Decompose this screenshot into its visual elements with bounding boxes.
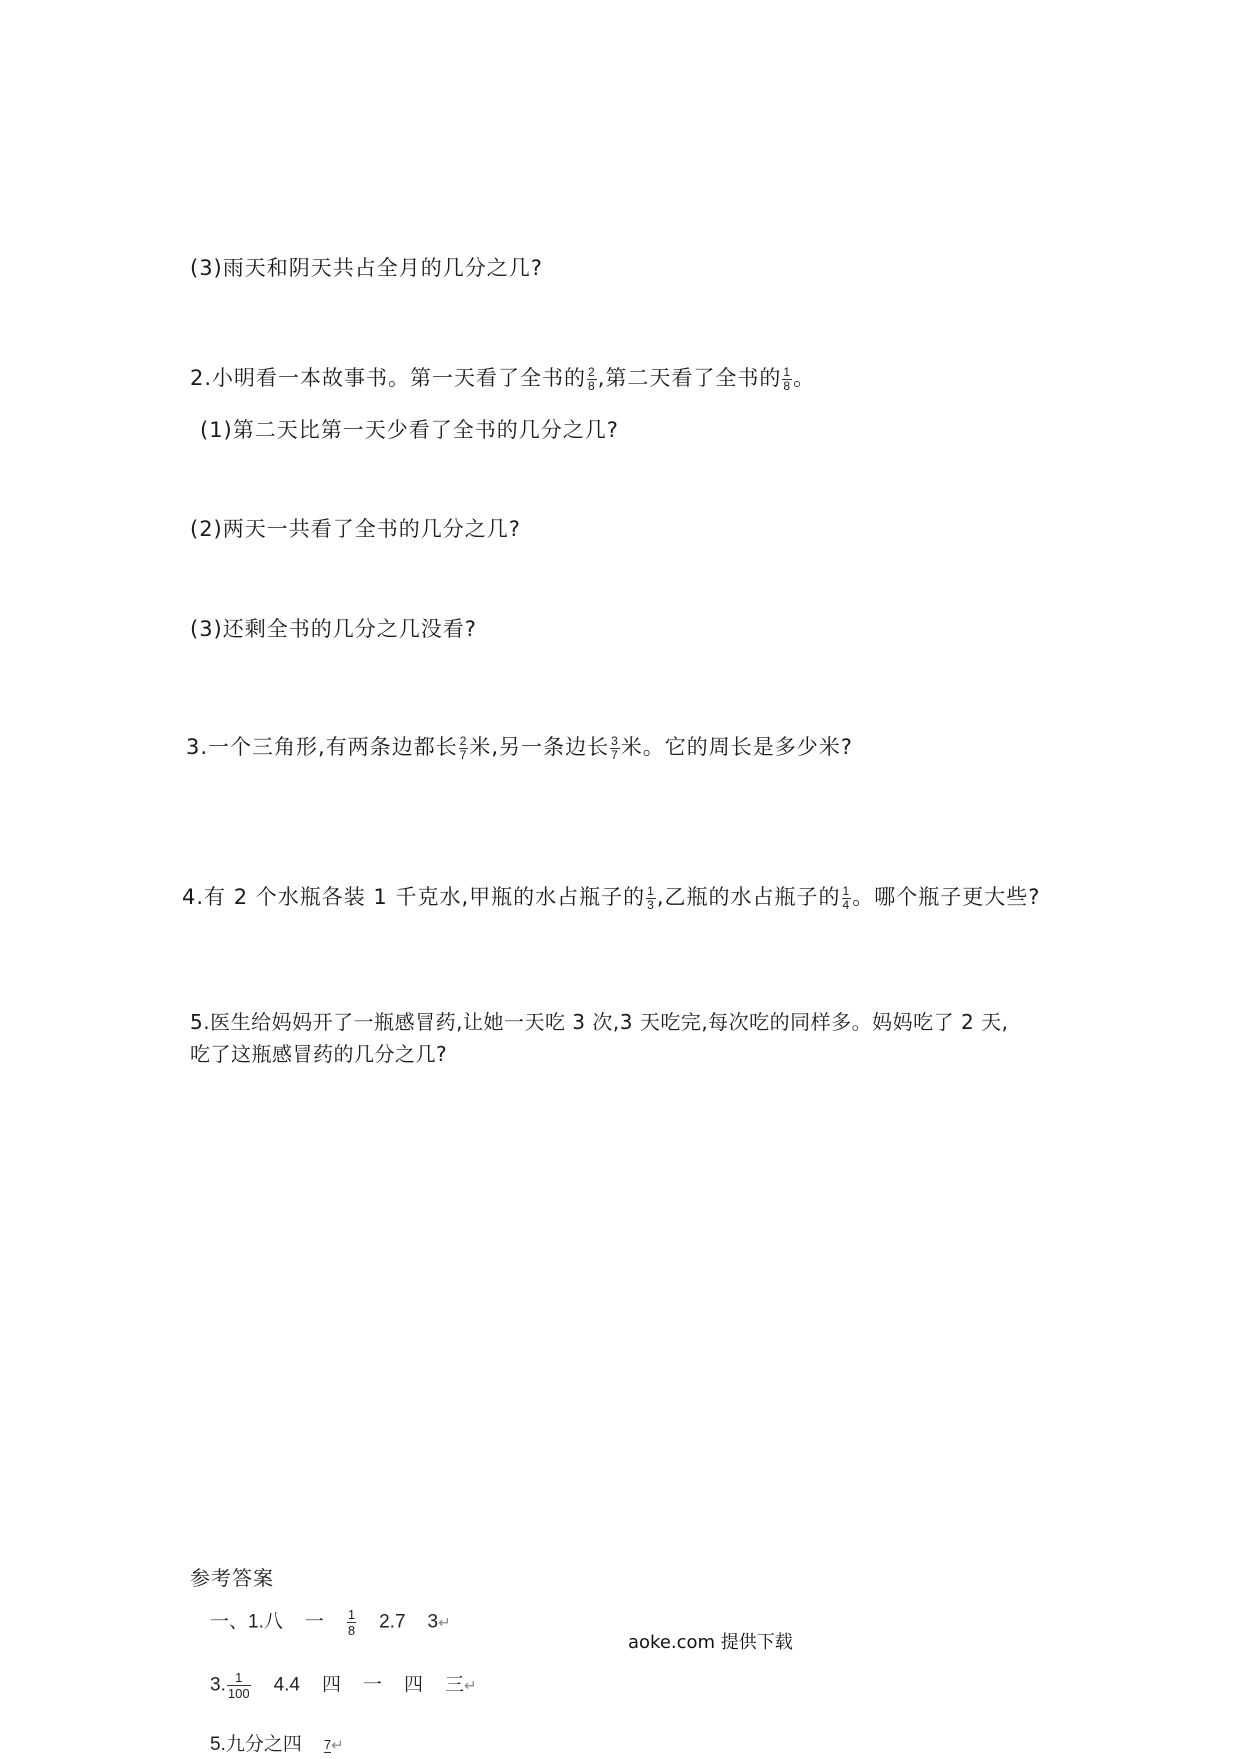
answers-row2-d: 一 xyxy=(363,1674,383,1696)
q2-fraction-2-num: 1 xyxy=(783,364,792,379)
answers-title: 参考答案 xyxy=(190,1566,274,1590)
answers-row2-fraction xyxy=(227,1670,251,1701)
q2-fraction-1-den: 8 xyxy=(588,378,596,393)
q4-fraction-1-den: 3 xyxy=(647,897,655,912)
return-mark-icon: ↵ xyxy=(438,1614,451,1632)
q2-fraction-2-den: 8 xyxy=(783,378,792,393)
answers-row1-a: 一、1.八 xyxy=(210,1611,283,1633)
q2-stem-c: 。 xyxy=(793,366,816,390)
answers-row3-num: 7 xyxy=(323,1737,332,1752)
q5-line1: 5.医生给妈妈开了一瓶感冒药,让她一天吃 3 次,3 天吃完,每次吃的同样多。妈妈吃了 2 天, xyxy=(190,1010,1009,1034)
answers-row1-fraction-num: 1 xyxy=(347,1607,356,1622)
q2-stem-b: ,第二天看了全书的 xyxy=(597,366,782,390)
q1-part3: (3)雨天和阴天共占全月的几分之几? xyxy=(190,256,543,280)
q2-fraction-1 xyxy=(587,366,597,393)
q3-fraction-1 xyxy=(459,735,469,762)
q4-stem-a: 4.有 2 个水瓶各装 1 千克水,甲瓶的水占瓶子的 xyxy=(182,885,646,909)
answers-row2-b: 4.4 xyxy=(273,1674,300,1696)
q2-part3: (3)还剩全书的几分之几没看? xyxy=(190,617,477,641)
answers-row1-c: 2.7 xyxy=(379,1611,406,1633)
answers-row1-b: 一 xyxy=(304,1611,324,1633)
q3-fraction-2 xyxy=(610,735,620,762)
answers-row1-d: 3 xyxy=(427,1611,439,1633)
q4-stem-c: 。哪个瓶子更大些? xyxy=(852,885,1041,909)
q5-line2: 吃了这瓶感冒药的几分之几? xyxy=(190,1042,448,1066)
answers-row2-fraction-num: 1 xyxy=(227,1670,251,1686)
q2-fraction-1-num: 2 xyxy=(588,364,596,379)
q2-part2: (2)两天一共看了全书的几分之几? xyxy=(190,517,521,541)
q4-fraction-2-num: 1 xyxy=(842,883,851,898)
q4-fraction-2-den: 4 xyxy=(842,897,851,912)
answers-row2-fraction-den: 100 xyxy=(227,1686,250,1701)
q3-stem-c: 米。它的周长是多少米? xyxy=(620,735,853,759)
answers-row1 xyxy=(210,1607,451,1638)
q4-stem-b: ,乙瓶的水占瓶子的 xyxy=(656,885,841,909)
answers-row2-e: 四 xyxy=(404,1674,424,1696)
q3-stem-b: 米,另一条边长 xyxy=(469,735,610,759)
q3-fraction-2-num: 3 xyxy=(611,733,619,748)
download-source-footer: aoke.com 提供下载 xyxy=(628,1632,793,1653)
answers-row3 xyxy=(210,1732,344,1759)
q3-fraction-1-num: 2 xyxy=(459,733,468,748)
q4-fraction-2 xyxy=(842,885,852,912)
q2-stem-a: 2.小明看一本故事书。第一天看了全书的 xyxy=(190,366,587,390)
q3-stem xyxy=(186,733,853,762)
answers-row2-c: 四 xyxy=(321,1674,341,1696)
q4-stem xyxy=(182,883,1040,912)
answers-row2-a: 3. xyxy=(210,1674,226,1696)
answers-row2-f: 三 xyxy=(445,1674,465,1696)
answers-row2 xyxy=(210,1670,477,1701)
q4-fraction-1 xyxy=(646,885,656,912)
q3-stem-a: 3.一个三角形,有两条边都长 xyxy=(186,735,458,759)
q3-fraction-1-den: 7 xyxy=(459,747,468,762)
q2-fraction-2 xyxy=(782,366,792,393)
answers-row3-a: 5.九分之四 xyxy=(210,1734,302,1755)
return-mark-icon: ↵ xyxy=(331,1737,344,1754)
q2-stem xyxy=(190,364,815,393)
q4-fraction-1-num: 1 xyxy=(647,883,655,898)
q2-part1: (1)第二天比第一天少看了全书的几分之几? xyxy=(200,418,619,442)
q3-fraction-2-den: 7 xyxy=(611,747,619,762)
answers-row1-fraction-den: 8 xyxy=(347,1623,356,1638)
return-mark-icon: ↵ xyxy=(464,1677,477,1695)
answers-row1-fraction xyxy=(347,1607,356,1638)
